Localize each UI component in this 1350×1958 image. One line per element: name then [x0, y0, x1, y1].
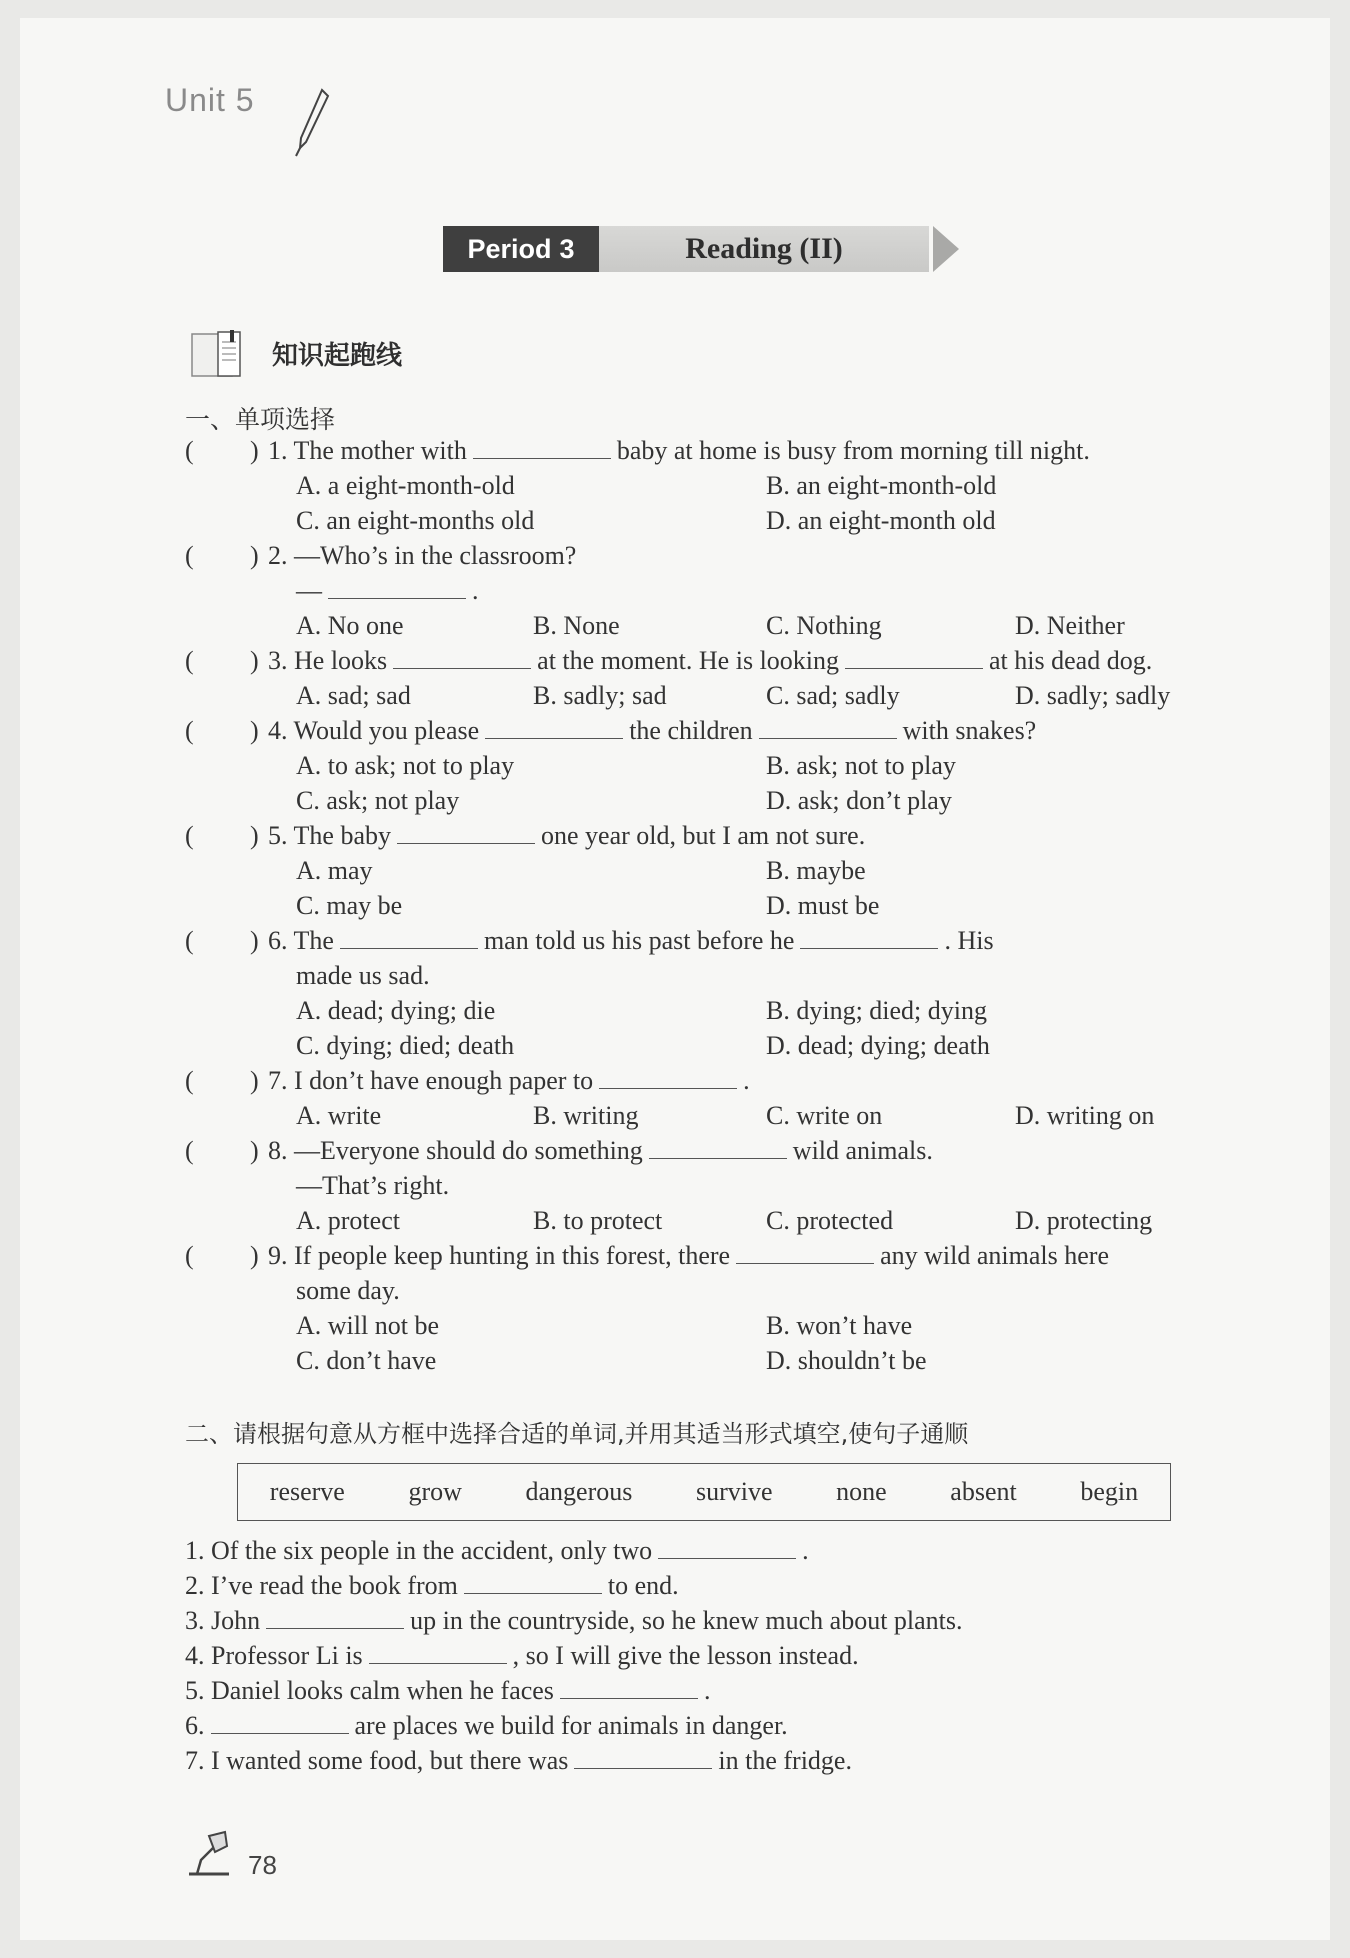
word: begin	[1080, 1477, 1139, 1506]
sentence-text: 3. John	[185, 1606, 261, 1635]
option-choice[interactable]: C. an eight-months old	[296, 506, 535, 535]
question-stem	[268, 821, 865, 851]
question-number: 6.	[268, 926, 288, 955]
stem-text: with snakes?	[902, 716, 1037, 745]
answer-blank[interactable]	[328, 576, 466, 599]
question-stem	[268, 926, 994, 956]
unit-label: Unit 5	[165, 82, 255, 118]
answer-paren-close: )	[250, 1136, 259, 1165]
stem-text: If people keep hunting in this forest, there	[294, 1241, 731, 1270]
answer-paren-open: (	[185, 1136, 194, 1165]
answer-blank[interactable]	[736, 1241, 874, 1264]
answer-paren-open: (	[185, 436, 194, 465]
stem-text: the children	[629, 716, 753, 745]
answer-blank[interactable]	[369, 1641, 507, 1664]
word-box	[237, 1463, 1171, 1521]
stem-text: made us sad.	[296, 961, 430, 990]
sentence-text: up in the countryside, so he knew much about plants.	[410, 1606, 963, 1635]
option-choice[interactable]: A. dead; dying; die	[296, 996, 496, 1025]
question-line2	[296, 1276, 400, 1306]
stem-text: The	[293, 926, 334, 955]
fill-sentence	[185, 1571, 679, 1601]
question-number: 9.	[268, 1241, 288, 1270]
question-line2	[296, 961, 430, 991]
option-choice[interactable]: C. may be	[296, 891, 403, 920]
period-banner	[443, 226, 959, 272]
word: grow	[408, 1477, 462, 1506]
answer-paren-open: (	[185, 1241, 194, 1270]
stem-text: I don’t have enough paper to	[294, 1066, 594, 1095]
answer-blank[interactable]	[658, 1536, 796, 1559]
answer-blank[interactable]	[340, 926, 478, 949]
answer-blank[interactable]	[845, 646, 983, 669]
fill-sentence	[185, 1746, 852, 1776]
answer-paren-close: )	[250, 541, 259, 570]
section-title: 知识起跑线	[272, 341, 403, 371]
question-stem	[268, 541, 576, 571]
answer-blank[interactable]	[485, 716, 623, 739]
word: reserve	[269, 1477, 345, 1506]
stem-text: —That’s right.	[296, 1171, 450, 1200]
option-choice[interactable]: C. write on	[766, 1101, 883, 1130]
answer-paren-close: )	[250, 821, 259, 850]
period-number: 3	[559, 233, 575, 264]
option-choice[interactable]: D. shouldn’t be	[766, 1346, 927, 1375]
sentence-text: 6.	[185, 1711, 205, 1740]
answer-paren-open: (	[185, 541, 194, 570]
option-choice[interactable]: C. don’t have	[296, 1346, 437, 1375]
stem-text: —Everyone should do something	[294, 1136, 643, 1165]
stem-text: at the moment. He is looking	[537, 646, 840, 675]
stem-text: He looks	[294, 646, 388, 675]
answer-blank[interactable]	[759, 716, 897, 739]
option-choice[interactable]: A. may	[296, 856, 373, 885]
question-number: 8.	[268, 1136, 288, 1165]
option-choice[interactable]: C. ask; not play	[296, 786, 460, 815]
answer-paren-close: )	[250, 926, 259, 955]
option-choice[interactable]: D. an eight-month old	[766, 506, 996, 535]
option-choice[interactable]: D. sadly; sadly	[1015, 681, 1171, 710]
lamp-icon	[183, 1826, 235, 1878]
stem-text: one year old, but I am not sure.	[541, 821, 866, 850]
question-stem	[268, 646, 1152, 676]
sentence-text: 5. Daniel looks calm when he faces	[185, 1676, 554, 1705]
question-number: 2.	[268, 541, 288, 570]
answer-blank[interactable]	[599, 1066, 737, 1089]
option-choice[interactable]: B. sadly; sad	[533, 681, 667, 710]
option-choice[interactable]: C. protected	[766, 1206, 894, 1235]
part2-title: 二、请根据句意从方框中选择合适的单词,并用其适当形式填空,使句子通顺	[185, 1420, 969, 1448]
pen-icon	[292, 88, 332, 158]
answer-paren-open: (	[185, 646, 194, 675]
stem-text: wild animals.	[792, 1136, 933, 1165]
stem-text: .	[472, 576, 479, 605]
option-choice[interactable]: A. protect	[296, 1206, 400, 1235]
answer-blank[interactable]	[574, 1746, 712, 1769]
stem-text: The mother with	[293, 436, 467, 465]
question-stem	[268, 1066, 750, 1096]
option-choice[interactable]: C. dying; died; death	[296, 1031, 515, 1060]
sentence-text: to end.	[607, 1571, 679, 1600]
option-choice[interactable]: D. dead; dying; death	[766, 1031, 990, 1060]
question-number: 3.	[268, 646, 288, 675]
sentence-text: 1. Of the six people in the accident, only two	[185, 1536, 653, 1565]
stem-text: any wild animals here	[880, 1241, 1109, 1270]
option-choice[interactable]: D. protecting	[1015, 1206, 1153, 1235]
question-number: 4.	[268, 716, 288, 745]
stem-text: baby at home is busy from morning till night.	[616, 436, 1090, 465]
question-line2	[296, 576, 479, 606]
stem-text: The baby	[293, 821, 391, 850]
question-stem	[268, 1136, 933, 1166]
answer-blank[interactable]	[397, 821, 535, 844]
sentence-text: 7. I wanted some food, but there was	[185, 1746, 569, 1775]
sentence-text: 2. I’ve read the book from	[185, 1571, 458, 1600]
fill-sentence	[185, 1711, 788, 1741]
answer-blank[interactable]	[560, 1676, 698, 1699]
stem-text: —Who’s in the classroom?	[294, 541, 577, 570]
answer-blank[interactable]	[211, 1711, 349, 1734]
question-number: 5.	[268, 821, 288, 850]
word: none	[836, 1477, 887, 1506]
answer-blank[interactable]	[800, 926, 938, 949]
sentence-text: are places we build for animals in danger.	[354, 1711, 788, 1740]
answer-paren-close: )	[250, 646, 259, 675]
answer-paren-open: (	[185, 821, 194, 850]
option-choice[interactable]: B. ask; not to play	[766, 751, 956, 780]
sentence-text: , so I will give the lesson instead.	[512, 1641, 859, 1670]
option-choice[interactable]: B. maybe	[766, 856, 866, 885]
answer-paren-close: )	[250, 716, 259, 745]
answer-paren-open: (	[185, 1066, 194, 1095]
answer-paren-close: )	[250, 1066, 259, 1095]
question-line2	[296, 1171, 449, 1201]
answer-blank[interactable]	[464, 1571, 602, 1594]
question-number: 1.	[268, 436, 288, 465]
option-choice[interactable]: A. No one	[296, 611, 404, 640]
arrow-icon	[933, 226, 959, 272]
option-choice[interactable]: C. sad; sadly	[766, 681, 900, 710]
book-icon	[188, 330, 254, 382]
question-stem	[268, 436, 1090, 466]
answer-paren-close: )	[250, 1241, 259, 1270]
stem-text: at his dead dog.	[989, 646, 1153, 675]
sentence-text: .	[802, 1536, 809, 1565]
fill-sentence	[185, 1676, 710, 1706]
option-choice[interactable]: A. sad; sad	[296, 681, 411, 710]
option-choice[interactable]: D. writing on	[1015, 1101, 1155, 1130]
answer-blank[interactable]	[266, 1606, 404, 1629]
fill-sentence	[185, 1641, 859, 1671]
answer-paren-open: (	[185, 926, 194, 955]
sentence-text: in the fridge.	[718, 1746, 852, 1775]
fill-sentence	[185, 1606, 963, 1636]
fill-sentence	[185, 1536, 809, 1566]
period-word: Period	[467, 233, 552, 264]
sentence-text: 4. Professor Li is	[185, 1641, 363, 1670]
option-choice[interactable]: D. ask; don’t play	[766, 786, 952, 815]
answer-blank[interactable]	[649, 1136, 787, 1159]
option-choice[interactable]: B. writing	[533, 1101, 639, 1130]
answer-paren-close: )	[250, 436, 259, 465]
lesson-title: Reading (II)	[599, 226, 929, 272]
answer-paren-open: (	[185, 716, 194, 745]
option-choice[interactable]: A. write	[296, 1101, 382, 1130]
word: dangerous	[525, 1477, 633, 1506]
option-choice[interactable]: D. Neither	[1015, 611, 1125, 640]
option-choice[interactable]: B. won’t have	[766, 1311, 913, 1340]
option-choice[interactable]: B. dying; died; dying	[766, 996, 987, 1025]
question-number: 7.	[268, 1066, 288, 1095]
word: survive	[695, 1477, 773, 1506]
option-choice[interactable]: A. to ask; not to play	[296, 751, 515, 780]
sentence-text: .	[703, 1676, 711, 1705]
part1-title: 一、单项选择	[185, 405, 336, 434]
option-choice[interactable]: B. an eight-month-old	[766, 471, 997, 500]
question-stem	[268, 1241, 1109, 1271]
answer-blank[interactable]	[473, 436, 611, 459]
stem-text: man told us his past before he	[483, 926, 795, 955]
option-choice[interactable]: C. Nothing	[766, 611, 882, 640]
option-choice[interactable]: B. None	[533, 611, 620, 640]
page-number: 78	[248, 1850, 277, 1880]
stem-text: .	[743, 1066, 750, 1095]
option-choice[interactable]: B. to protect	[533, 1206, 663, 1235]
word: absent	[950, 1477, 1017, 1506]
stem-text: some day.	[296, 1276, 400, 1305]
stem-text: —	[296, 576, 322, 605]
option-choice[interactable]: D. must be	[766, 891, 880, 920]
answer-blank[interactable]	[393, 646, 531, 669]
stem-text: Would you please	[293, 716, 480, 745]
option-choice[interactable]: A. a eight-month-old	[296, 471, 515, 500]
period-label	[443, 226, 599, 272]
stem-text: . His	[944, 926, 994, 955]
question-stem	[268, 716, 1036, 746]
option-choice[interactable]: A. will not be	[296, 1311, 439, 1340]
